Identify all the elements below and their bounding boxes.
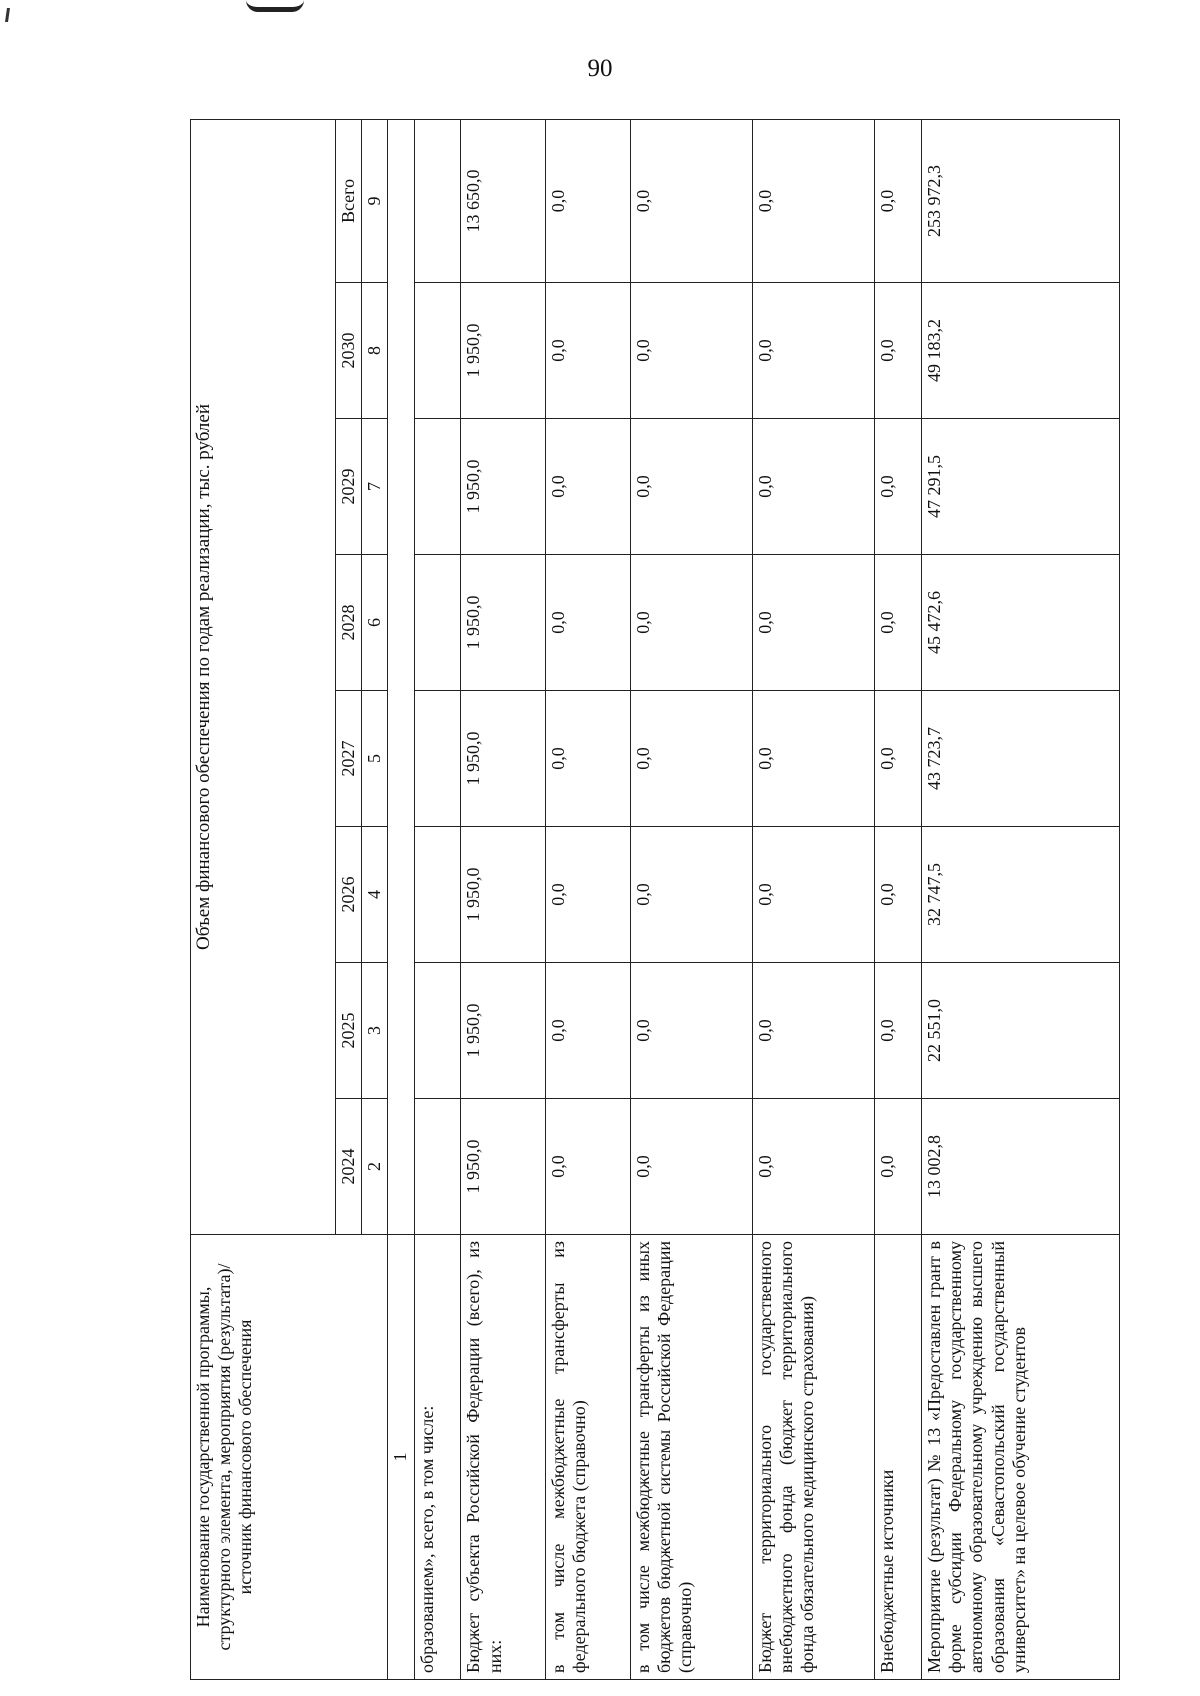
- table-row: [875, 119, 922, 1679]
- value-cell: 0,0: [875, 283, 922, 419]
- value-cell: 0,0: [630, 119, 752, 282]
- value-cell: 0,0: [630, 1099, 752, 1235]
- year-header-2027: 2027: [336, 691, 362, 827]
- row-name: Мероприятие (результат) № 13 «Предоставлен грант в форме субсидии Федеральному государственному автономному образовательному учреждению высшего образования «Севастопольский государственный университет» на целевое обучение студентов: [921, 1235, 1119, 1680]
- row-name: в том числе межбюджетные трансферты из иных бюджетов бюджетной системы Российской Федерации (справочно): [630, 1235, 752, 1680]
- value-cell: [414, 419, 461, 555]
- value-cell: [414, 555, 461, 691]
- value-cell: 47 291,5: [921, 419, 1119, 555]
- year-header-2025: 2025: [336, 963, 362, 1099]
- value-cell: [414, 691, 461, 827]
- value-cell: 0,0: [752, 1099, 874, 1235]
- volume-header: Объем финансового обеспечения по годам реализации, тыс. рублей: [191, 119, 336, 1234]
- table-row: [752, 119, 874, 1679]
- row-name: Бюджет субъекта Российской Федерации (всего), из них:: [461, 1235, 546, 1680]
- table-row: [630, 119, 752, 1679]
- value-cell: 0,0: [752, 119, 874, 282]
- column-number: 7: [362, 419, 388, 555]
- value-cell: 1 950,0: [461, 419, 546, 555]
- value-cell: 0,0: [875, 419, 922, 555]
- value-cell: 0,0: [630, 691, 752, 827]
- value-cell: 13 650,0: [461, 119, 546, 282]
- value-cell: 0,0: [875, 827, 922, 963]
- value-cell: 0,0: [545, 691, 630, 827]
- value-cell: 0,0: [875, 119, 922, 282]
- value-cell: 49 183,2: [921, 283, 1119, 419]
- page-number: 90: [587, 55, 613, 82]
- value-cell: 13 002,8: [921, 1099, 1119, 1235]
- value-cell: 1 950,0: [461, 555, 546, 691]
- table-row: [921, 119, 1119, 1679]
- value-cell: 0,0: [545, 419, 630, 555]
- spacer: [388, 119, 414, 1234]
- value-cell: 43 723,7: [921, 691, 1119, 827]
- column-number: 4: [362, 827, 388, 963]
- value-cell: 0,0: [545, 963, 630, 1099]
- column-number: 2: [362, 1099, 388, 1235]
- value-cell: 32 747,5: [921, 827, 1119, 963]
- value-cell: 0,0: [752, 283, 874, 419]
- row-name: Бюджет территориального государственного внебюджетного фонда (бюджет территориального фонда обязательного медицинского страхования): [752, 1235, 874, 1680]
- year-header-2029: 2029: [336, 419, 362, 555]
- column-number: 3: [362, 963, 388, 1099]
- value-cell: [414, 283, 461, 419]
- value-cell: 1 950,0: [461, 283, 546, 419]
- year-header-2026: 2026: [336, 827, 362, 963]
- value-cell: 0,0: [752, 555, 874, 691]
- value-cell: 0,0: [875, 691, 922, 827]
- value-cell: 0,0: [545, 119, 630, 282]
- table-row: [414, 119, 461, 1679]
- value-cell: 1 950,0: [461, 1099, 546, 1235]
- year-header-2028: 2028: [336, 555, 362, 691]
- value-cell: 22 551,0: [921, 963, 1119, 1099]
- value-cell: [414, 119, 461, 282]
- value-cell: 0,0: [630, 963, 752, 1099]
- value-cell: 0,0: [545, 283, 630, 419]
- rotated-table-frame: [190, 120, 1120, 1680]
- value-cell: 253 972,3: [921, 119, 1119, 282]
- table-body: [414, 119, 1119, 1679]
- value-cell: 0,0: [875, 963, 922, 1099]
- value-cell: 0,0: [545, 1099, 630, 1235]
- row-name: Внебюджетные источники: [875, 1235, 922, 1680]
- value-cell: 0,0: [752, 419, 874, 555]
- table-row: [461, 119, 546, 1679]
- value-cell: 0,0: [545, 827, 630, 963]
- table-row: [545, 119, 630, 1679]
- value-cell: 0,0: [752, 963, 874, 1099]
- column-number-row-first: [388, 119, 414, 1679]
- name-column-header: Наименование государственной программы, структурного элемента, мероприятия (результата)/источник финансового обеспечения: [191, 1235, 388, 1680]
- value-cell: [414, 1099, 461, 1235]
- year-header-total: Всего: [336, 119, 362, 282]
- scan-artifact-mark: [246, 0, 304, 12]
- value-cell: 1 950,0: [461, 691, 546, 827]
- year-header-2030: 2030: [336, 283, 362, 419]
- value-cell: 45 472,6: [921, 555, 1119, 691]
- column-number: 1: [388, 1235, 414, 1680]
- scan-corner-mark: [5, 8, 10, 22]
- year-header-2024: 2024: [336, 1099, 362, 1235]
- value-cell: [414, 963, 461, 1099]
- header-row-top: [191, 119, 336, 1679]
- column-number: 6: [362, 555, 388, 691]
- value-cell: 1 950,0: [461, 827, 546, 963]
- row-name: образованием», всего, в том числе:: [414, 1235, 461, 1680]
- value-cell: 0,0: [752, 691, 874, 827]
- value-cell: 0,0: [545, 555, 630, 691]
- value-cell: [414, 827, 461, 963]
- value-cell: 0,0: [630, 555, 752, 691]
- value-cell: 0,0: [630, 419, 752, 555]
- financing-table: [190, 119, 1120, 1680]
- value-cell: 0,0: [875, 555, 922, 691]
- row-name: в том числе межбюджетные трансферты из федерального бюджета (справочно): [545, 1235, 630, 1680]
- value-cell: 0,0: [630, 827, 752, 963]
- value-cell: 0,0: [875, 1099, 922, 1235]
- value-cell: 0,0: [752, 827, 874, 963]
- column-number: 8: [362, 283, 388, 419]
- value-cell: 1 950,0: [461, 963, 546, 1099]
- value-cell: 0,0: [630, 283, 752, 419]
- column-number: 9: [362, 119, 388, 282]
- column-number: 5: [362, 691, 388, 827]
